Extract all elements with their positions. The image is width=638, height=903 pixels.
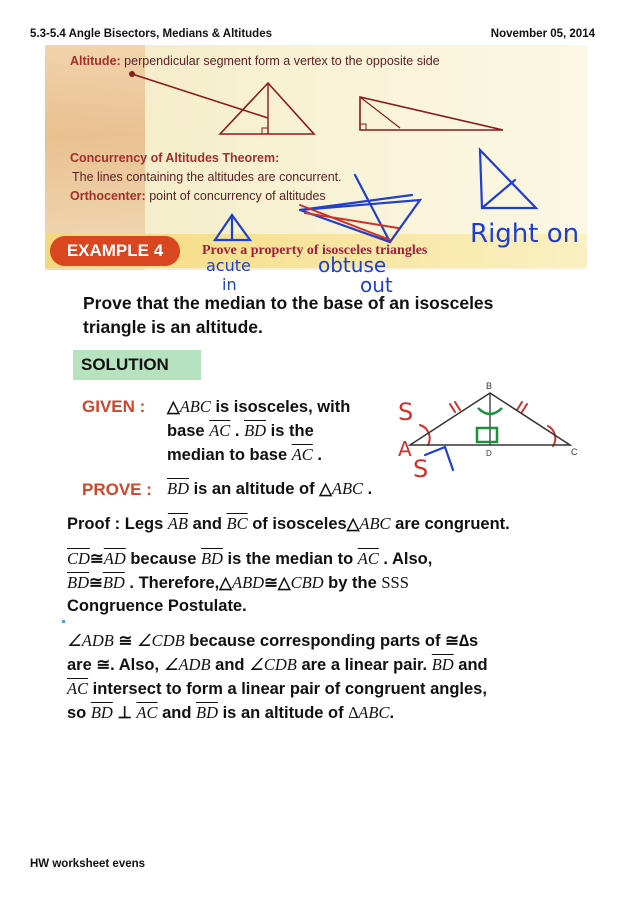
segment-bd: $\overline{BD}$ <box>200 549 223 568</box>
congruent-symbol: ≅ <box>118 632 133 650</box>
label-vertex-c: C <box>571 447 578 457</box>
text-fragment: intersect to form a linear pair of congruent angles, <box>88 680 487 698</box>
text-fragment: are congruent. <box>390 515 510 533</box>
hw-obtuse: obtuse <box>318 253 387 277</box>
segment-bd: $\overline{BD}$ <box>244 421 267 440</box>
text-fragment: is the <box>266 422 314 440</box>
text-fragment: median to base <box>167 446 292 464</box>
text-fragment: . <box>363 480 373 498</box>
segment-cd: $\overline{CD}$ <box>67 549 90 568</box>
proof-line-5 <box>67 628 478 654</box>
tick-mark-1 <box>450 404 455 412</box>
segment-ac: $\overline{AC}$ <box>209 421 231 440</box>
triangle-symbol: △ <box>167 398 180 416</box>
sss-text: SSS <box>381 573 409 592</box>
proof-line-2 <box>67 546 432 572</box>
text-fragment: is an altitude of <box>189 480 320 498</box>
hw-acute: acute <box>206 256 251 275</box>
document-date: November 05, 2014 <box>490 28 595 40</box>
text-fragment: are a linear pair. <box>296 656 432 674</box>
given-line-2 <box>167 418 314 444</box>
segment-bd: $\overline{BD}$ <box>167 479 189 498</box>
text-fragment: because corresponding parts of <box>184 632 446 650</box>
green-right-angle-mark <box>477 428 497 442</box>
proof-line-1 <box>67 511 510 537</box>
text-fragment: are <box>67 656 97 674</box>
text-fragment: and <box>188 515 227 533</box>
right-angle-mark <box>262 128 268 134</box>
segment-ad: $\overline{AD}$ <box>103 549 126 568</box>
example-badge: EXAMPLE 4 <box>50 236 180 266</box>
text-fragment: by the <box>323 574 382 592</box>
text-fragment: . <box>389 704 395 722</box>
triangle-symbol: △ <box>219 574 232 592</box>
example-title: Prove a property of isosceles triangles <box>202 243 428 258</box>
math-cbd: CBD <box>290 573 324 592</box>
altitude-def-text: perpendicular segment form a vertex to the opposite side <box>124 54 440 68</box>
text-fragment: is the median to <box>222 550 358 568</box>
ink-right-triangle <box>480 150 536 208</box>
congruent-triangles-symbol: ≅∆s <box>445 632 479 650</box>
segment-bd: $\overline{BD}$ <box>431 655 454 674</box>
pointer-line <box>132 74 268 118</box>
footer-note: HW worksheet evens <box>30 858 146 870</box>
segment-bd: $\overline{BD}$ <box>67 573 89 592</box>
perpendicular-symbol: ⊥ <box>117 704 132 722</box>
hw-angle-a: A <box>398 437 412 461</box>
right-angle-mark-2 <box>360 124 366 130</box>
segment-bd: $\overline{BD}$ <box>90 703 113 722</box>
problem-line-1: Prove that the median to the base of an isosceles <box>83 293 494 313</box>
text-fragment: is an altitude of <box>218 704 349 722</box>
congruent-symbol: ≅ <box>264 574 278 592</box>
text-fragment: of isosceles <box>247 515 347 533</box>
hw-right-on: Right on <box>470 219 580 249</box>
math-abd: ABD <box>231 573 265 592</box>
text-fragment: . Also, <box>378 550 433 568</box>
angle-cdb: ∠CDB <box>136 631 185 650</box>
text-fragment: is isosceles, with <box>210 398 351 416</box>
angle-adb: ∠ADB <box>67 631 114 650</box>
triangle-symbol: △ <box>319 480 332 498</box>
acute-triangle-diagram <box>220 83 314 134</box>
triangle-symbol: △ <box>277 574 291 592</box>
segment-ac: $\overline{AC}$ <box>136 703 158 722</box>
segment-bc: $\overline{BC}$ <box>226 514 248 533</box>
text-fragment: and <box>210 656 250 674</box>
label-point-d: D <box>486 449 492 458</box>
document-title: 5.3-5.4 Angle Bisectors, Medians & Altitudes <box>30 28 272 40</box>
math-abc: ABC <box>331 479 364 498</box>
problem-statement <box>83 291 553 339</box>
hw-in: in <box>222 275 237 294</box>
math-abc: ABC <box>179 397 211 416</box>
proof-line-7 <box>67 676 487 702</box>
given-label: GIVEN : <box>82 397 146 416</box>
theorem-text: The lines containing the altitudes are concurrent. <box>72 170 342 184</box>
segment-bd: $\overline{BD}$ <box>196 703 219 722</box>
theorem-title: Concurrency of Altitudes Theorem: <box>70 151 280 165</box>
hw-side-s1: S <box>398 398 414 426</box>
math-delta-abc: ∆ABC <box>348 703 390 722</box>
red-ink-line-1 <box>300 205 390 240</box>
segment-ac: $\overline{AC}$ <box>67 679 89 698</box>
stray-mark <box>62 620 65 623</box>
prove-statement <box>167 476 372 502</box>
altitude-term: Altitude: <box>70 54 121 68</box>
given-line-3 <box>167 442 322 468</box>
tick-mark-3 <box>517 402 522 410</box>
segment-ab: $\overline{AB}$ <box>167 514 189 533</box>
text-fragment: base <box>167 422 210 440</box>
angle-cdb: ∠CDB <box>249 655 297 674</box>
red-angle-arc-c <box>548 426 555 446</box>
triangle-symbol: △ <box>346 515 360 533</box>
problem-line-2: triangle is an altitude. <box>83 317 263 337</box>
congruent-symbol: ≅. <box>96 656 115 674</box>
congruent-symbol: ≅ <box>89 574 103 592</box>
solution-label: SOLUTION <box>73 350 201 380</box>
congruent-symbol: ≅ <box>89 550 104 568</box>
segment-ac: $\overline{AC}$ <box>357 549 379 568</box>
proof-line-3 <box>67 570 409 596</box>
tick-mark-4 <box>522 404 527 412</box>
text-fragment: . <box>312 446 322 464</box>
segment-ac: $\overline{AC}$ <box>291 445 313 464</box>
text-fragment: and <box>453 656 488 674</box>
orthocenter-def-text: point of concurrency of altitudes <box>149 189 326 203</box>
segment-bd: $\overline{BD}$ <box>102 573 125 592</box>
text-fragment: because <box>125 550 201 568</box>
text-fragment: . <box>230 422 245 440</box>
orthocenter-term: Orthocenter: <box>70 189 146 203</box>
label-vertex-b: B <box>486 381 493 391</box>
tick-mark-2 <box>455 402 460 410</box>
text-fragment: so <box>67 704 91 722</box>
proof-line-8 <box>67 700 394 726</box>
text-fragment: . Therefore, <box>124 574 220 592</box>
proof-line-4: Congruence Postulate. <box>67 597 247 615</box>
hw-side-s2: S <box>413 455 429 483</box>
prove-label: PROVE : <box>82 480 152 499</box>
ink-angle-mark <box>425 447 453 470</box>
text-fragment: Also, <box>114 656 164 674</box>
text-fragment: and <box>157 704 197 722</box>
text-fragment: Proof : Legs <box>67 515 168 533</box>
proof-line-6 <box>67 652 488 678</box>
given-line-1 <box>167 394 350 420</box>
ink-right-altitude <box>482 180 515 208</box>
angle-adb: ∠ADB <box>163 655 211 674</box>
math-abc: ABC <box>359 514 391 533</box>
hw-out: out <box>360 273 393 297</box>
